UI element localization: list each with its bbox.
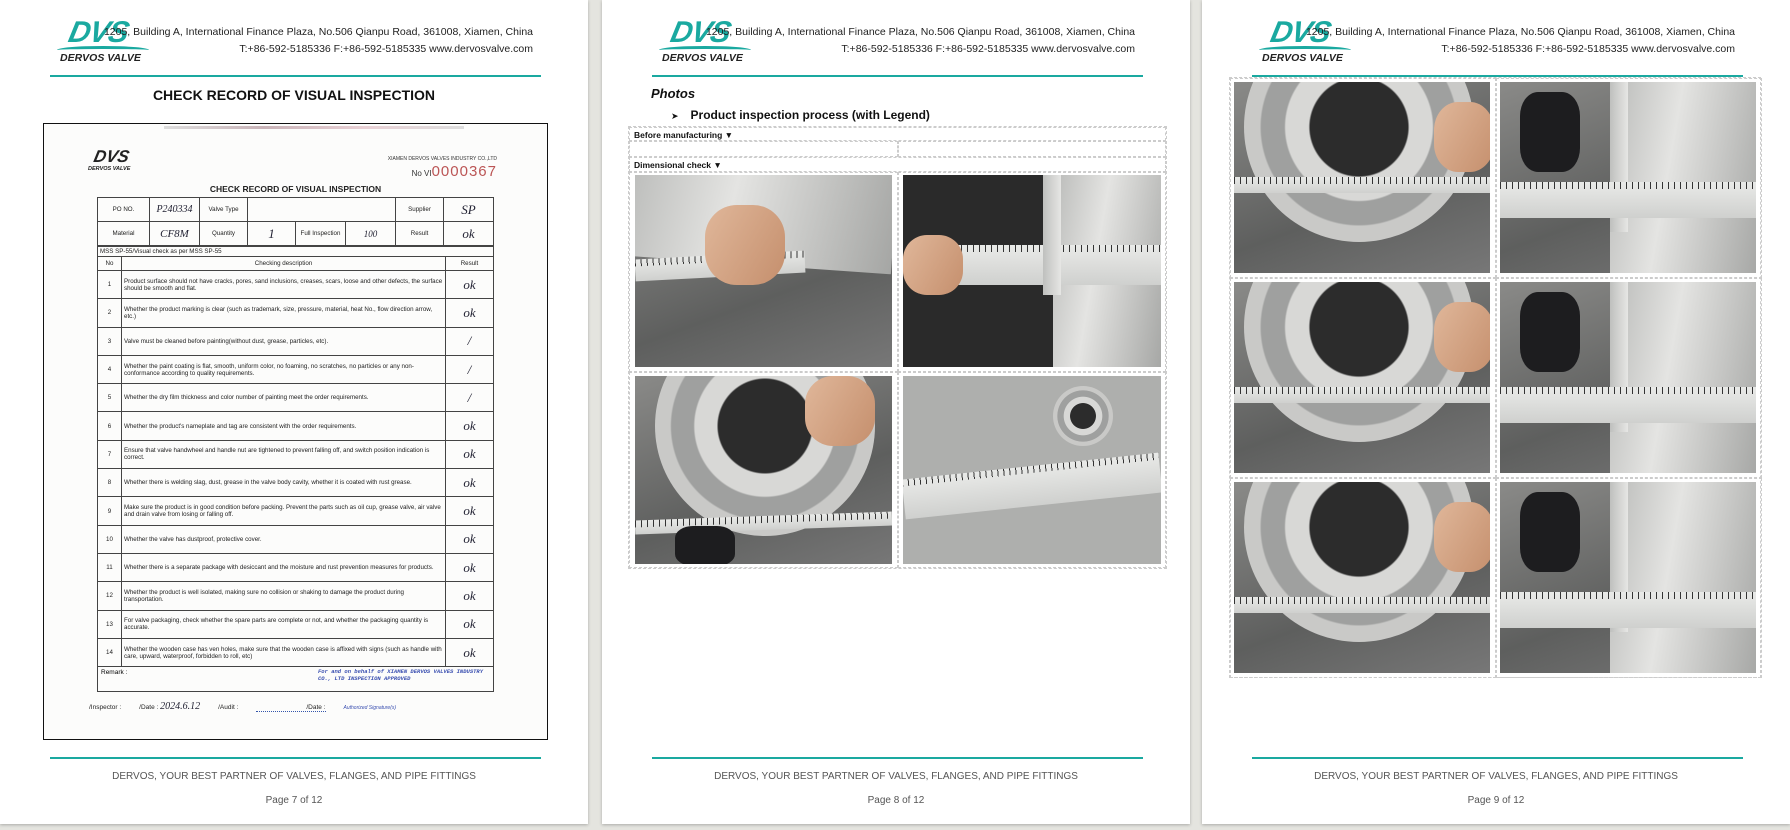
item-number: 2 bbox=[98, 299, 122, 327]
item-result: / bbox=[445, 384, 493, 412]
item-description: Make sure the product is in good condition before packing. Prevent the parts such as oil cup, grease valve, air valve and drain valve from losing or falling off. bbox=[122, 497, 446, 525]
logo-mark: DVS bbox=[65, 16, 132, 49]
inspection-photo bbox=[1234, 282, 1490, 473]
supplier-value: SP bbox=[444, 198, 494, 222]
col-result: Result bbox=[445, 257, 493, 271]
company-logo bbox=[57, 16, 149, 64]
bullet-item bbox=[671, 108, 930, 122]
quantity-label: Quantity bbox=[200, 222, 248, 246]
audit-label: /Audit : bbox=[218, 704, 239, 711]
checklist-row bbox=[98, 497, 494, 525]
shoe bbox=[1520, 92, 1580, 172]
item-result: ok bbox=[445, 469, 493, 497]
checklist-row bbox=[98, 610, 494, 638]
page-number: Page 7 of 12 bbox=[265, 795, 323, 806]
date-value: 2024.6.12 bbox=[160, 701, 201, 712]
po-value: P240334 bbox=[150, 198, 200, 222]
caliper-ruler bbox=[1234, 597, 1490, 613]
result-value: ok bbox=[444, 222, 494, 246]
item-result: ok bbox=[445, 412, 493, 440]
item-number: 10 bbox=[98, 525, 122, 553]
footer-divider bbox=[652, 757, 1143, 759]
inspection-photo bbox=[1234, 82, 1490, 273]
material-value: CF8M bbox=[150, 222, 200, 246]
item-result: / bbox=[445, 355, 493, 383]
checklist-row bbox=[98, 299, 494, 327]
empty-cell bbox=[898, 141, 1166, 157]
item-number: 7 bbox=[98, 440, 122, 468]
caliper-jaw bbox=[1043, 175, 1061, 295]
item-number: 14 bbox=[98, 638, 122, 666]
caliper-ruler bbox=[1500, 182, 1756, 218]
item-number: 8 bbox=[98, 469, 122, 497]
remark-box bbox=[97, 666, 494, 692]
hand bbox=[705, 205, 785, 285]
inspection-photo bbox=[1500, 482, 1756, 673]
item-description: Whether the wooden case has ven holes, make sure that the wooden case is affixed with signs (such as handle with care, upward, waterproof, forbidden to roll, etc) bbox=[122, 638, 446, 666]
page-7 bbox=[0, 0, 588, 824]
header-contact: T:+86-592-5185336 F:+86-592-5185335 www.dervosvalve.com bbox=[841, 43, 1135, 55]
arrow-bullet-icon: ➤ bbox=[671, 111, 679, 121]
item-description: Whether there is a separate package with desiccant and the moisture and rust prevention measures for products. bbox=[122, 553, 446, 581]
item-number: 4 bbox=[98, 355, 122, 383]
form-number-label: No VI bbox=[411, 169, 432, 178]
page-number: Page 8 of 12 bbox=[867, 795, 925, 806]
authorized-signature: Authorized Signature(s) bbox=[343, 705, 397, 711]
item-number: 5 bbox=[98, 384, 122, 412]
footer-divider bbox=[1252, 757, 1743, 759]
quantity-value: 1 bbox=[248, 222, 296, 246]
item-number: 3 bbox=[98, 327, 122, 355]
approval-stamp: For and on behalf of XIAMEN DERVOS VALVES INDUSTRY CO., LTD INSPECTION APPROVED bbox=[318, 668, 484, 682]
date-label bbox=[139, 701, 200, 712]
item-result: ok bbox=[445, 553, 493, 581]
section-before-manufacturing: Before manufacturing ▼ bbox=[629, 127, 1166, 141]
photo-table bbox=[1229, 77, 1761, 678]
item-number: 12 bbox=[98, 582, 122, 610]
page-8 bbox=[602, 0, 1190, 824]
item-result: ok bbox=[445, 497, 493, 525]
shoe bbox=[1520, 492, 1580, 572]
checklist-table bbox=[97, 246, 494, 667]
date2-label: /Date : bbox=[256, 704, 325, 712]
header-divider bbox=[50, 75, 541, 77]
page-title: CHECK RECORD OF VISUAL INSPECTION bbox=[152, 87, 436, 103]
full-inspection-label: Full Inspection bbox=[296, 222, 346, 246]
checklist-row bbox=[98, 440, 494, 468]
item-number: 13 bbox=[98, 610, 122, 638]
header-contact: T:+86-592-5185336 F:+86-592-5185335 www.dervosvalve.com bbox=[239, 43, 533, 55]
checklist-row bbox=[98, 553, 494, 581]
col-no: No bbox=[98, 257, 122, 271]
page-number: Page 9 of 12 bbox=[1467, 795, 1525, 806]
checklist-row bbox=[98, 582, 494, 610]
item-number: 9 bbox=[98, 497, 122, 525]
hand bbox=[805, 376, 875, 446]
inspection-photo bbox=[1500, 282, 1756, 473]
item-result: ok bbox=[445, 638, 493, 666]
valve-type-label: Valve Type bbox=[200, 198, 248, 222]
form-title: CHECK RECORD OF VISUAL INSPECTION bbox=[209, 184, 382, 194]
col-desc: Checking description bbox=[122, 257, 446, 271]
item-description: Product surface should not have cracks, pores, sand inclusions, creases, scars, loose and other defects, the surface should be smooth and flat. bbox=[122, 271, 446, 299]
inspector-label: /Inspector : bbox=[89, 704, 122, 711]
checklist-row bbox=[98, 355, 494, 383]
material-label: Material bbox=[98, 222, 150, 246]
item-result: ok bbox=[445, 525, 493, 553]
company-logo bbox=[1259, 16, 1351, 64]
checklist-row bbox=[98, 327, 494, 355]
checklist-row bbox=[98, 271, 494, 299]
item-description: For valve packaging, check whether the spare parts are complete or not, and whether the packaging quantity is accurate. bbox=[122, 610, 446, 638]
item-result: ok bbox=[445, 299, 493, 327]
form-number-value: 0000367 bbox=[431, 163, 497, 180]
inspection-photo bbox=[903, 376, 1161, 564]
company-logo bbox=[659, 16, 751, 64]
form-number bbox=[412, 163, 497, 180]
checklist-row bbox=[98, 469, 494, 497]
hand bbox=[1434, 502, 1490, 572]
inspection-photo bbox=[903, 175, 1161, 367]
logo-mark: DVS bbox=[1267, 16, 1334, 49]
bolt-hole bbox=[1053, 386, 1113, 446]
item-result: ok bbox=[445, 582, 493, 610]
bullet-text: Product inspection process (with Legend) bbox=[690, 108, 930, 122]
logo-name: DERVOS VALVE bbox=[1262, 52, 1343, 64]
checklist-row bbox=[98, 525, 494, 553]
section-dimensional-check: Dimensional check ▼ bbox=[629, 157, 1166, 172]
shoe bbox=[675, 526, 735, 564]
shoe bbox=[1520, 292, 1580, 372]
scanned-inspection-form bbox=[43, 123, 548, 740]
valve-flange bbox=[1610, 282, 1756, 473]
caliper-ruler bbox=[1500, 387, 1756, 423]
header-address: 1205, Building A, International Finance Plaza, No.506 Qianpu Road, 361008, Xiamen, China bbox=[1305, 26, 1735, 38]
item-description: Valve must be cleaned before painting(without dust, grease, particles, etc). bbox=[122, 327, 446, 355]
valve-flange bbox=[1610, 482, 1756, 673]
footer-divider bbox=[50, 757, 541, 759]
footer-slogan: DERVOS, YOUR BEST PARTNER OF VALVES, FLANGES, AND PIPE FITTINGS bbox=[1314, 771, 1678, 782]
item-result: / bbox=[445, 327, 493, 355]
form-header-table bbox=[97, 197, 494, 246]
item-number: 11 bbox=[98, 553, 122, 581]
hand bbox=[903, 235, 963, 295]
page-9 bbox=[1202, 0, 1790, 824]
logo-name: DERVOS VALVE bbox=[662, 52, 743, 64]
item-description: Whether the dry film thickness and color number of painting meet the order requirements. bbox=[122, 384, 446, 412]
header-contact: T:+86-592-5185336 F:+86-592-5185335 www.dervosvalve.com bbox=[1441, 43, 1735, 55]
header-address: 1205, Building A, International Finance Plaza, No.506 Qianpu Road, 361008, Xiamen, China bbox=[103, 26, 533, 38]
date-label-text: /Date : bbox=[139, 704, 159, 711]
scan-edge bbox=[164, 126, 464, 129]
empty-cell bbox=[629, 141, 898, 157]
item-description: Ensure that valve handwheel and handle nut are tightened to prevent falling off, and switch position indication is correct. bbox=[122, 440, 446, 468]
checklist-row bbox=[98, 638, 494, 666]
valve-type-value bbox=[248, 198, 396, 222]
caliper-ruler bbox=[903, 453, 1161, 520]
item-description: Whether the valve has dustproof, protective cover. bbox=[122, 525, 446, 553]
po-label: PO NO. bbox=[98, 198, 150, 222]
item-result: ok bbox=[445, 440, 493, 468]
footer-slogan: DERVOS, YOUR BEST PARTNER OF VALVES, FLANGES, AND PIPE FITTINGS bbox=[714, 771, 1078, 782]
item-description: Whether there is welding slag, dust, grease in the valve body cavity, whether it is coated with rust grease. bbox=[122, 469, 446, 497]
hand bbox=[1434, 102, 1490, 172]
supplier-label: Supplier bbox=[396, 198, 444, 222]
form-company: XIAMEN DERVOS VALVES INDUSTRY CO.,LTD bbox=[387, 156, 497, 162]
caliper-ruler bbox=[1234, 177, 1490, 193]
inspection-photo bbox=[1234, 482, 1490, 673]
valve-flange bbox=[1610, 82, 1756, 273]
header-divider bbox=[652, 75, 1143, 77]
inspection-photo bbox=[1500, 82, 1756, 273]
footer-slogan: DERVOS, YOUR BEST PARTNER OF VALVES, FLANGES, AND PIPE FITTINGS bbox=[112, 771, 476, 782]
inspection-standard: MSS SP-55/Visual check as per MSS SP-55 bbox=[98, 247, 494, 257]
hand bbox=[1434, 302, 1490, 372]
caliper-ruler bbox=[1500, 592, 1756, 628]
form-logo-name: DERVOS VALVE bbox=[88, 166, 131, 172]
item-result: ok bbox=[445, 271, 493, 299]
logo-mark: DVS bbox=[667, 16, 734, 49]
logo-name: DERVOS VALVE bbox=[60, 52, 141, 64]
inspection-photo bbox=[635, 175, 892, 367]
header-address: 1205, Building A, International Finance Plaza, No.506 Qianpu Road, 361008, Xiamen, China bbox=[705, 26, 1135, 38]
item-description: Whether the product marking is clear (such as trademark, size, pressure, material, heat No., flow direction arrow, etc.) bbox=[122, 299, 446, 327]
checklist-row bbox=[98, 384, 494, 412]
result-label: Result bbox=[396, 222, 444, 246]
signature-line bbox=[89, 701, 396, 712]
checklist-row bbox=[98, 412, 494, 440]
item-description: Whether the paint coating is flat, smooth, uniform color, no foaming, no scratches, no particles or any non-conformance according to quality requirements. bbox=[122, 355, 446, 383]
full-inspection-value: 100 bbox=[346, 222, 396, 246]
inspection-photo bbox=[635, 376, 892, 564]
item-result: ok bbox=[445, 610, 493, 638]
item-description: Whether the product is well isolated, making sure no collision or shaking to damage the product during transportation. bbox=[122, 582, 446, 610]
caliper-ruler bbox=[1234, 387, 1490, 403]
item-number: 1 bbox=[98, 271, 122, 299]
item-description: Whether the product's nameplate and tag are consistent with the order requirements. bbox=[122, 412, 446, 440]
photo-table bbox=[628, 126, 1167, 569]
form-logo: DVS bbox=[92, 147, 132, 166]
photos-heading: Photos bbox=[651, 86, 696, 101]
item-number: 6 bbox=[98, 412, 122, 440]
remark-label: Remark : bbox=[101, 669, 128, 676]
